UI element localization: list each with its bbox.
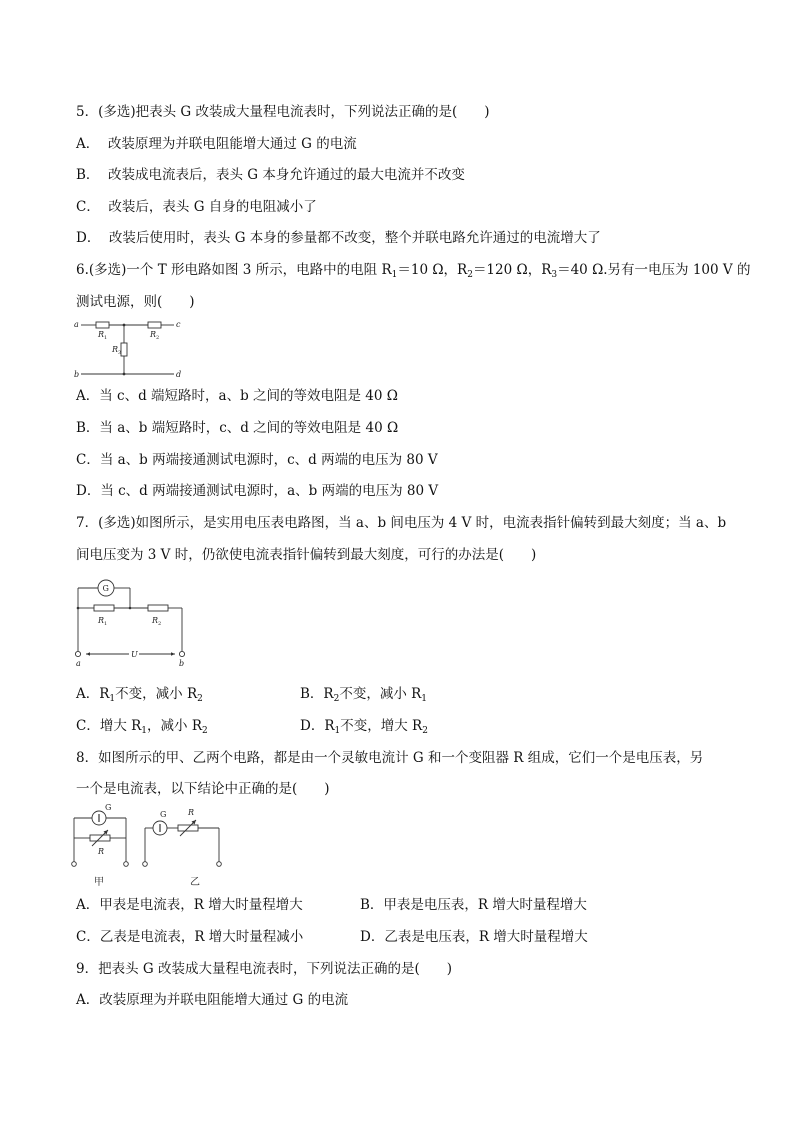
q7-option-a: A．$R_1$不变，减小 $R_2$ — [76, 686, 203, 704]
q6-terminal-d: d — [176, 370, 182, 379]
q8-stem-line2: 一个是电流表，以下结论中正确的是( ) — [76, 781, 330, 797]
q8-label-jia: 甲 — [94, 877, 104, 888]
q7-option-d: D．$R_1$不变，增大 $R_2$ — [300, 718, 428, 736]
q6-option-d: D．当 c、d 两端接通测试电源时，a、b 两端的电压为 80 V — [76, 483, 439, 499]
q7-stem-line2: 间电压变为 3 V 时，仍欲使电流表指针偏转到最大刻度，可行的办法是( ) — [76, 547, 537, 563]
q5-stem: 5．(多选)把表头 G 改装成大量程电流表时，下列说法正确的是( ) — [76, 104, 490, 120]
q6-stem: 6.(多选)一个 T 形电路如图 3 所示，电路中的电阻 $R_1=10$ Ω，$R_2=120$ Ω，$R_3=40$ Ω.另有一电压为 100 V 的 — [76, 262, 751, 280]
q7-label-r1: $R_1$ — [98, 616, 108, 627]
q7-voltmeter-circuit-figure — [72, 578, 197, 668]
q6-terminal-b: b — [74, 370, 80, 379]
q8-label-r-yi: R — [188, 808, 195, 817]
q6-t-circuit-figure — [70, 316, 200, 378]
q6-terminal-c: c — [176, 320, 181, 329]
q6-option-c: C．当 a、b 两端接通测试电源时，c、d 两端的电压为 80 V — [76, 452, 438, 468]
q8-label-r-jia: R — [98, 847, 105, 856]
q7-label-u: U — [131, 650, 138, 659]
q6-option-b: B．当 a、b 端短路时，c、d 之间的等效电阻是 40 Ω — [76, 420, 399, 436]
q8-label-g-jia: G — [105, 803, 112, 812]
q5-option-a: A． 改装原理为并联电阻能增大通过 G 的电流 — [76, 136, 357, 152]
q7-label-r2: $R_2$ — [152, 616, 162, 627]
q9-stem: 9．把表头 G 改装成大量程电流表时，下列说法正确的是( ) — [76, 961, 452, 977]
q8-option-a: A．甲表是电流表，R 增大时量程增大 — [76, 897, 303, 913]
q6-stem-line2: 测试电源，则( ) — [76, 294, 195, 310]
q5-option-c: C． 改装后，表头 G 自身的电阻减小了 — [76, 199, 317, 215]
q8-option-b: B．甲表是电压表，R 增大时量程增大 — [360, 897, 587, 913]
q5-option-b: B． 改装成电流表后，表头 G 本身允许通过的最大电流并不改变 — [76, 167, 465, 183]
q8-option-d: D．乙表是电压表，R 增大时量程增大 — [360, 929, 588, 945]
q9-option-a: A．改装原理为并联电阻能增大通过 G 的电流 — [76, 992, 349, 1008]
q8-circuits-figure — [66, 800, 236, 890]
q7-stem-line1: 7．(多选)如图所示，是实用电压表电路图，当 a、b 间电压为 4 V 时，电流表指针偏转到最大刻度；当 a、b — [76, 515, 727, 531]
q6-label-r3: $R_3$ — [112, 345, 122, 356]
q6-option-a: A．当 c、d 端短路时，a、b 之间的等效电阻是 40 Ω — [76, 388, 398, 404]
q7-terminal-a: a — [76, 659, 81, 668]
q7-option-c: C．增大 $R_1$，减小 $R_2$ — [76, 718, 208, 736]
q8-label-yi: 乙 — [190, 877, 200, 888]
q6-label-r1: $R_1$ — [98, 330, 108, 341]
q7-galvanometer-g-icon: G — [102, 584, 109, 593]
q8-label-g-yi: G — [160, 810, 167, 819]
q8-option-c: C．乙表是电流表，R 增大时量程减小 — [76, 929, 304, 945]
q5-option-d: D． 改装后使用时，表头 G 本身的参量都不改变，整个并联电路允许通过的电流增大了 — [76, 230, 601, 246]
q7-terminal-b: b — [179, 659, 185, 668]
q8-stem-line1: 8．如图所示的甲、乙两个电路，都是由一个灵敏电流计 G 和一个变阻器 R 组成，它们一个是电压表，另 — [76, 750, 704, 766]
q6-terminal-a: a — [74, 320, 79, 329]
q7-option-b: B．$R_2$不变，减小 $R_1$ — [300, 686, 428, 704]
q6-label-r2: $R_2$ — [150, 330, 160, 341]
